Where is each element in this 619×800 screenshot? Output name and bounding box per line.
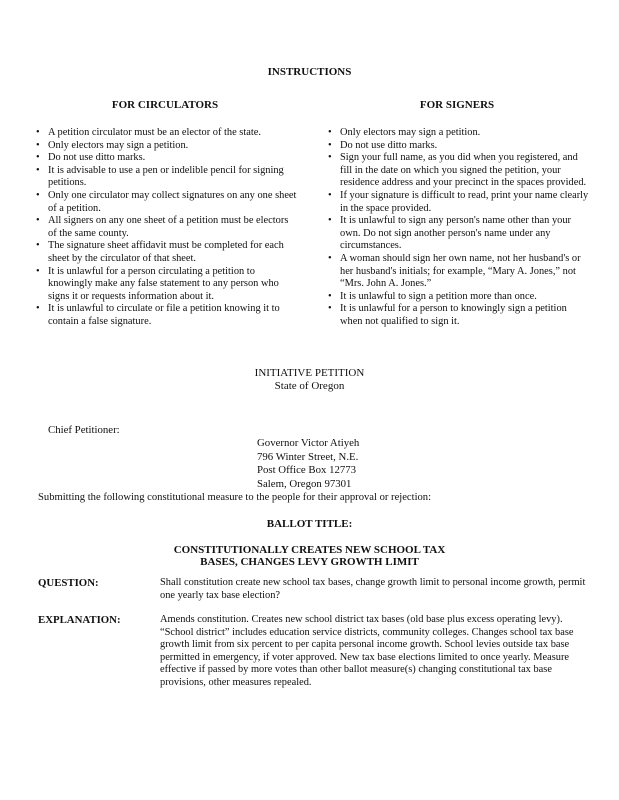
chief-po-box: Post Office Box 12773 [257,464,357,477]
question-text: Shall constitution create new school tax bases, change growth limit to personal income growth, permit one yearly tax base election? [160,577,586,601]
list-item: • A woman should sign her own name, not her husband's or her husband's initials; for example, “Mary A. Jones,” not “Mrs. John A. Jones.” [328,253,590,291]
chief-city: Salem, Oregon 97301 [257,477,352,490]
list-item: • Sign your full name, as you did when you registered, and fill in the date on which you signed the petition, your residence address and your precinct in the spaces provided. [328,152,590,190]
submitting-statement: Submitting the following constitutional measure to the people for their approval or rejection: [38,492,432,503]
instructions-heading: INSTRUCTIONS [267,66,352,78]
measure-title-line-2: BASES, CHANGES LEVY GROWTH LIMIT [200,556,419,568]
list-item: • It is advisable to use a pen or indelible pencil for signing petitions. [36,165,298,190]
explanation-text: Amends constitution. Creates new school district tax bases (old base plus excess operating levy). “School district” includes education service districts, community colleges. Changes school tax base growth limit from six percent to per capita personal income growth. School levies outside tax base permitted in emergency, if voter approved. New tax base elections limited to once yearly. Measure effective if passed by more votes than other ballot measure(s) changing constitutional tax base provisions, other measures repealed. [160,614,574,688]
list-item: • A petition circulator must be an elector of the state. [36,127,298,140]
list-item: • Do not use ditto marks. [36,152,298,165]
list-item: • Do not use ditto marks. [328,140,590,153]
list-item: • If your signature is difficult to read, print your name clearly in the space provided. [328,190,590,215]
list-item: • It is unlawful for a person circulating a petition to knowingly make any false statement to any person who signs it or requests information about it. [36,266,298,304]
measure-title-line-1: CONSTITUTIONALLY CREATES NEW SCHOOL TAX [173,544,446,556]
chief-petitioner-label: Chief Petitioner: [48,424,120,436]
chief-petitioner-address [257,437,359,491]
circulators-heading: FOR CIRCULATORS [111,99,219,111]
list-item: • The signature sheet affidavit must be completed for each sheet by the circulator of that sheet. [36,240,298,265]
list-item: • Only electors may sign a petition. [36,140,298,153]
question-label: QUESTION: [38,577,99,589]
chief-name: Governor Victor Atiyeh [257,437,360,449]
list-item: • Only electors may sign a petition. [328,127,590,140]
list-item: • Only one circulator may collect signatures on any one sheet of a petition. [36,190,298,215]
ballot-title-label: BALLOT TITLE: [266,518,353,530]
list-item: • It is unlawful to sign any person's name other than your own. Do not sign another person's name under any circumstances. [328,215,590,253]
list-item: • It is unlawful to circulate or file a petition knowing it to contain a false signature. [36,303,298,328]
signers-heading: FOR SIGNERS [419,99,495,111]
circulators-list [36,127,298,329]
list-item: • It is unlawful for a person to knowingly sign a petition when not qualified to sign it. [328,303,590,328]
list-item: • It is unlawful to sign a petition more than once. [328,291,590,304]
explanation-label: EXPLANATION: [38,614,121,626]
signers-list [328,127,590,329]
petition-title: INITIATIVE PETITION [254,367,365,379]
chief-street: 796 Winter Street, N.E. [257,450,359,463]
petition-subtitle: State of Oregon [274,380,345,392]
list-item: • All signers on any one sheet of a petition must be electors of the same county. [36,215,298,240]
